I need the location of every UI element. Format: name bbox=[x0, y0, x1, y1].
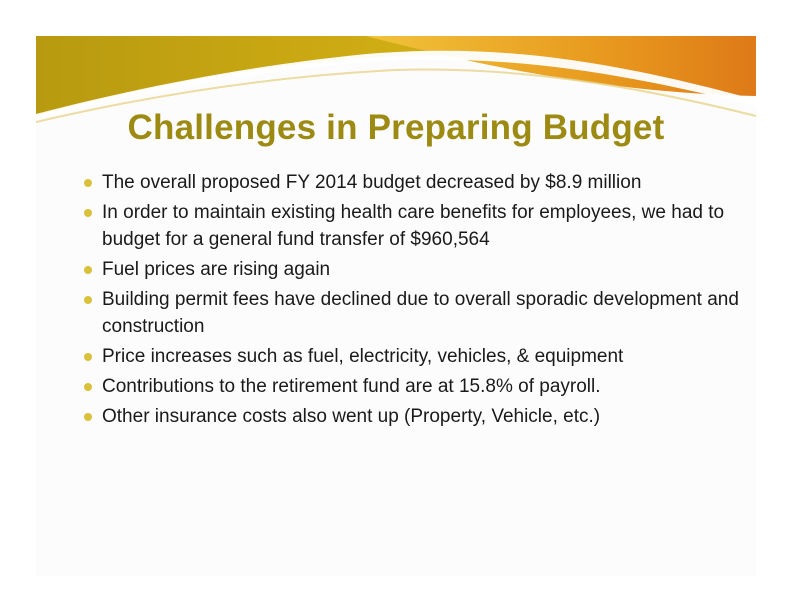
list-item bbox=[84, 403, 749, 430]
list-item bbox=[84, 286, 749, 340]
bullet-text: Contributions to the retirement fund are at 15.8% of payroll. bbox=[102, 376, 601, 397]
bullet-icon bbox=[84, 413, 92, 421]
bullet-icon bbox=[84, 296, 92, 304]
list-item bbox=[84, 199, 749, 253]
bullet-text: Building permit fees have declined due to overall sporadic development and construction bbox=[102, 289, 739, 337]
bullet-icon bbox=[84, 179, 92, 187]
bullet-list bbox=[84, 169, 749, 433]
slide-title: Challenges in Preparing Budget bbox=[127, 108, 665, 147]
slide bbox=[36, 36, 756, 576]
bullet-text: Price increases such as fuel, electricity, vehicles, & equipment bbox=[102, 346, 624, 367]
bullet-text: Other insurance costs also went up (Property, Vehicle, etc.) bbox=[102, 406, 601, 427]
bullet-text: In order to maintain existing health care benefits for employees, we had to budget for a general fund transfer of $960,564 bbox=[102, 202, 725, 250]
bullet-icon bbox=[84, 266, 92, 274]
list-item bbox=[84, 373, 749, 400]
list-item bbox=[84, 343, 749, 370]
bullet-icon bbox=[84, 209, 92, 217]
bullet-text: Fuel prices are rising again bbox=[102, 259, 331, 280]
bullet-icon bbox=[84, 383, 92, 391]
list-item bbox=[84, 256, 749, 283]
list-item bbox=[84, 169, 749, 196]
bullet-icon bbox=[84, 353, 92, 361]
bullet-text: The overall proposed FY 2014 budget decreased by $8.9 million bbox=[102, 172, 642, 193]
